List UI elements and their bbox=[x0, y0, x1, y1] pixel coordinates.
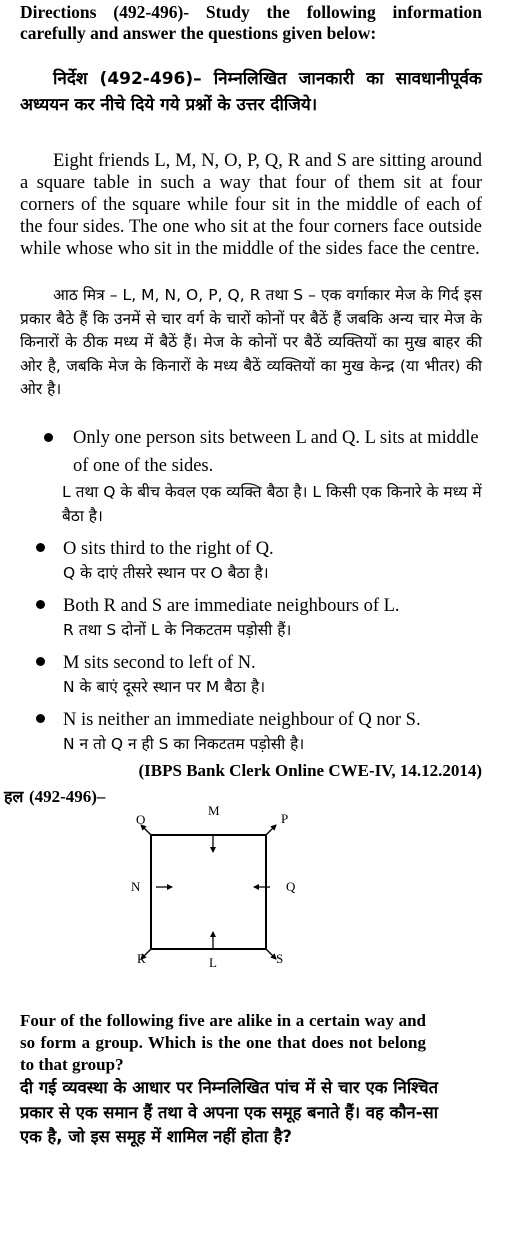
condition-item bbox=[36, 708, 482, 756]
question-english: Four of the following five are alike in a certain way and so form a group. Which is the one that does not belong to that group? bbox=[20, 1011, 426, 1074]
condition-hindi: Q के दाएं तीसरे स्थान पर O बैठा है। bbox=[63, 564, 269, 582]
label-top-left: O bbox=[136, 812, 146, 827]
label-bottom-left: R bbox=[137, 951, 146, 966]
condition-item bbox=[36, 651, 482, 699]
arrow-bottom-right bbox=[266, 949, 276, 959]
passage-hindi: आठ मित्र – L, M, N, O, P, Q, R तथा S – एक वर्गाकार मेज के गिर्द इस प्रकार बैठे हैं कि उनमें से चार वर्ग के चारों कोनों पर बैठें हैं जबकि अन्य चार मेज के किनारों के ठीक मध्य में बैठें हैं। मेज के कोनों पर बैठें व्यक्तियों का मुख बाहर की ओर है, जबकि मेज के किनारों के मध्य बैठें व्यक्तियों का मुख केन्द्र (या भीतर) की ओर है। bbox=[20, 286, 482, 398]
solution-label: हल bbox=[4, 787, 24, 806]
bullet-dot bbox=[44, 433, 53, 442]
label-bottom-right: S bbox=[276, 951, 284, 966]
condition-english: O sits third to the right of Q. bbox=[63, 539, 274, 559]
condition-english: N is neither an immediate neighbour of Q nor S. bbox=[63, 710, 421, 730]
seating-diagram bbox=[100, 798, 320, 973]
source-citation: (IBPS Bank Clerk Online CWE-IV, 14.12.2014) bbox=[138, 761, 482, 780]
condition-hindi: N न तो Q न ही S का निकटतम पड़ोसी है। bbox=[63, 735, 305, 753]
condition-item bbox=[36, 537, 482, 585]
directions-english: Directions (492-496)- Study the following information carefully and answer the questions given below: bbox=[20, 2, 482, 43]
passage-english: Eight friends L, M, N, O, P, Q, R and S are sitting around a square table in such a way that four of them sit at four corners of the square while four sit in the middle of each of the four sides. The one who sit at the four corners face outside while whose who sit in the middle of the sides face the centre. bbox=[20, 151, 482, 259]
arrow-top-right bbox=[266, 825, 276, 835]
bullet-dot bbox=[36, 600, 45, 609]
condition-hindi: N के बाएं दूसरे स्थान पर M बैठा है। bbox=[63, 678, 266, 696]
solution-range: (492-496)– bbox=[28, 787, 106, 806]
condition-hindi: R तथा S दोनों L के निकटतम पड़ोसी हैं। bbox=[63, 621, 292, 639]
question-hindi: दी गई व्यवस्था के आधार पर निम्नलिखित पांच में से चार एक निश्चित प्रकार से एक समान हैं तथा वे अपना एक समूह बनाते हैं। वह कौन-सा एक है, जो इस समूह में शामिल नहीं होता है? bbox=[20, 1078, 438, 1146]
bullet-dot bbox=[36, 543, 45, 552]
condition-item bbox=[36, 594, 482, 642]
bullet-dot bbox=[36, 657, 45, 666]
solution-heading bbox=[4, 785, 105, 809]
bullet-dot bbox=[36, 714, 45, 723]
label-left-middle: N bbox=[131, 879, 141, 894]
condition-english: Both R and S are immediate neighbours of L. bbox=[63, 596, 400, 616]
directions-hindi: निर्देश (492-496)– निम्नलिखित जानकारी का सावधानीपूर्वक अध्ययन कर नीचे दिये गये प्रश्नों के उत्तर दीजिये। bbox=[20, 69, 482, 115]
condition-english: Only one person sits between L and Q. L sits at middle of one of the sides. bbox=[73, 428, 479, 476]
condition-english: M sits second to left of N. bbox=[63, 653, 256, 673]
label-right-middle: Q bbox=[286, 879, 296, 894]
condition-hindi: L तथा Q के बीच केवल एक व्यक्ति बैठा है। L किसी एक किनारे के मध्य में बैठा है। bbox=[62, 483, 482, 525]
label-bottom-middle: L bbox=[209, 955, 217, 970]
table-square bbox=[151, 835, 266, 949]
condition-item bbox=[36, 424, 482, 528]
label-top-middle: M bbox=[208, 803, 220, 818]
label-top-right: P bbox=[281, 811, 289, 826]
